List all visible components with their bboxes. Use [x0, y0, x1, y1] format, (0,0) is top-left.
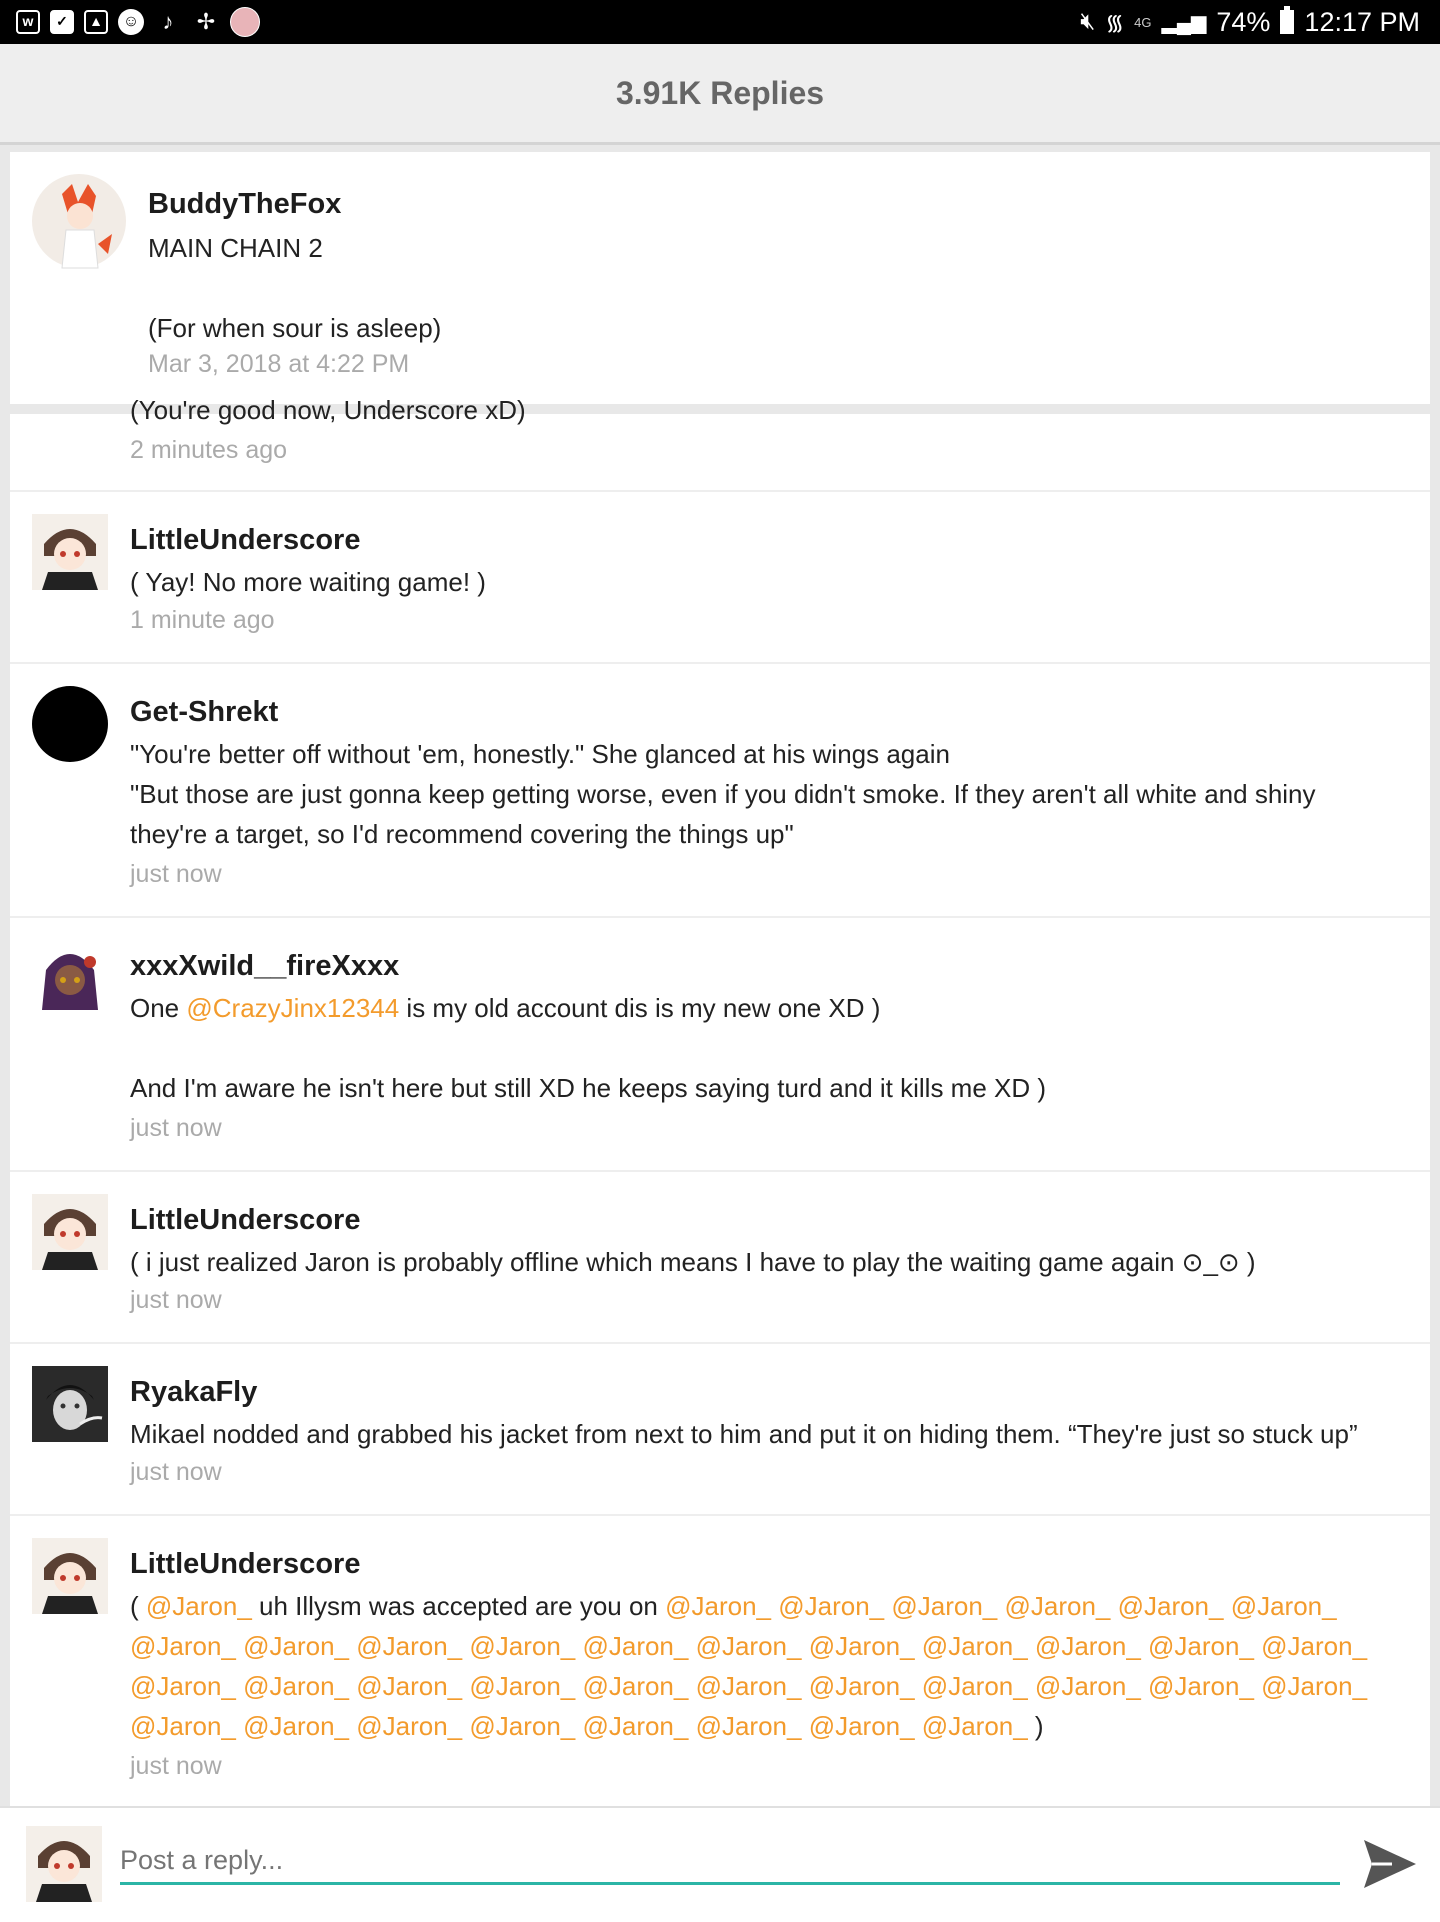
- reply-author[interactable]: LittleUnderscore: [130, 524, 361, 556]
- smiley-notification-icon: ☺: [118, 9, 144, 35]
- reply-text: And I'm aware he isn't here but still XD he keeps saying turd and it kills me XD ): [130, 1073, 1047, 1103]
- avatar-notification-icon: [230, 7, 260, 37]
- send-button[interactable]: [1362, 1838, 1418, 1890]
- clock: 12:17 PM: [1304, 6, 1420, 37]
- reply-text: (You're good now, Underscore xD): [130, 395, 526, 425]
- avatar[interactable]: [32, 174, 126, 268]
- reply-author[interactable]: Get-Shrekt: [130, 696, 279, 728]
- ryaka-avatar-icon: [32, 1366, 108, 1442]
- mention-link[interactable]: @Jaron_ @Jaron_ @Jaron_ @Jaron_ @Jaron_ @Jaron_ @Jaron_ @Jaron_ @Jaron_ @Jaron_ @Jaron_: [130, 1631, 1368, 1661]
- mention-link[interactable]: @CrazyJinx12344: [186, 993, 400, 1023]
- send-icon: [1362, 1838, 1418, 1890]
- mention-link[interactable]: @Jaron_: [145, 1591, 252, 1621]
- signal-icon: ▂▄▆: [1161, 11, 1207, 34]
- wildfire-avatar-icon: [32, 940, 108, 1016]
- reply-text-part: ): [1027, 1711, 1044, 1741]
- underscore-avatar-icon: [32, 1194, 108, 1270]
- list-item: [10, 1172, 1430, 1344]
- post-author[interactable]: BuddyTheFox: [148, 188, 342, 220]
- battery-icon: [1280, 10, 1294, 34]
- reply-timestamp: 1 minute ago: [130, 606, 275, 634]
- status-indicators: [1080, 4, 1420, 40]
- wifi-icon: ᯾: [1105, 10, 1125, 35]
- mention-link[interactable]: @Jaron_ @Jaron_ @Jaron_ @Jaron_ @Jaron_ @Jaron_ @Jaron_ @Jaron_: [130, 1711, 1028, 1741]
- pinwheel-notification-icon: ✢: [196, 9, 216, 34]
- reply-text: [130, 1586, 1337, 1626]
- list-item: [10, 918, 1430, 1172]
- reply-author[interactable]: LittleUnderscore: [130, 1548, 361, 1580]
- reply-timestamp: 2 minutes ago: [130, 436, 288, 464]
- checkbox-notification-icon: ✓: [50, 10, 74, 34]
- list-item: [10, 1344, 1430, 1516]
- app-notification-icon: w: [16, 10, 40, 34]
- reply-timestamp: just now: [130, 1752, 222, 1780]
- reply-timestamp: just now: [130, 860, 222, 888]
- page-title: 3.91K Replies: [615, 74, 825, 111]
- avatar[interactable]: [32, 940, 108, 1016]
- mute-icon: 🔇︎: [1080, 8, 1096, 35]
- image-notification-icon: ▲: [84, 10, 108, 34]
- network-type: 4G: [1134, 14, 1152, 30]
- underscore-avatar-icon: [32, 514, 108, 590]
- reply-text-part: One: [130, 993, 187, 1023]
- list-item: [10, 492, 1430, 664]
- reply-text: ( i just realized Jaron is probably offline which means I have to play the waiting game again ⊙_⊙ ): [130, 1247, 1256, 1277]
- reply-text-part: is my old account dis is my new one XD ): [399, 993, 881, 1023]
- reply-author[interactable]: RyakaFly: [130, 1376, 258, 1408]
- reply-timestamp: just now: [130, 1286, 222, 1314]
- reply-author[interactable]: xxxXwild__fireXxxx: [130, 950, 400, 982]
- avatar[interactable]: [32, 514, 108, 590]
- reply-timestamp: just now: [130, 1458, 222, 1486]
- reply-timestamp: just now: [130, 1114, 222, 1142]
- list-item: [10, 664, 1430, 918]
- main-post: [10, 152, 1430, 404]
- reply-bar: [0, 1806, 1440, 1922]
- post-timestamp: Mar 3, 2018 at 4:22 PM: [148, 350, 410, 378]
- battery-percent: 74%: [1216, 6, 1271, 37]
- avatar[interactable]: [32, 1366, 108, 1442]
- reply-text: [130, 1706, 1044, 1746]
- mention-link[interactable]: @Jaron_ @Jaron_ @Jaron_ @Jaron_ @Jaron_ @Jaron_: [665, 1591, 1337, 1621]
- mention-link[interactable]: @Jaron_ @Jaron_ @Jaron_ @Jaron_ @Jaron_ @Jaron_ @Jaron_ @Jaron_ @Jaron_ @Jaron_ @Jaron_: [130, 1671, 1368, 1701]
- reply-text: [130, 988, 880, 1028]
- avatar[interactable]: [32, 1194, 108, 1270]
- status-bar: [0, 0, 1440, 44]
- post-title: MAIN CHAIN 2: [148, 233, 323, 263]
- avatar[interactable]: [32, 686, 108, 762]
- reply-text: "But those are just gonna keep getting worse, even if you didn't smoke. If they aren't all white and shiny: [130, 779, 1316, 809]
- reply-input[interactable]: [120, 1838, 1340, 1885]
- reply-text-part: uh Illysm was accepted are you on: [251, 1591, 666, 1621]
- page-header: [0, 44, 1440, 145]
- avatar[interactable]: [32, 1538, 108, 1614]
- music-notification-icon: ♪: [162, 9, 174, 34]
- reply-text: "You're better off without 'em, honestly." She glanced at his wings again: [130, 739, 950, 769]
- reply-text: Mikael nodded and grabbed his jacket from next to him and put it on hiding them. “They're just so stuck up”: [130, 1419, 1358, 1449]
- underscore-avatar-icon: [32, 1538, 108, 1614]
- fox-avatar-icon: [32, 174, 126, 268]
- reply-author[interactable]: LittleUnderscore: [130, 1204, 361, 1236]
- reply-text: they're a target, so I'd recommend covering the things up": [130, 819, 794, 849]
- list-item: [10, 1516, 1430, 1806]
- post-body: (For when sour is asleep): [148, 313, 442, 343]
- notification-icons: [16, 7, 260, 37]
- current-user-avatar: [26, 1826, 102, 1902]
- reply-text: ( Yay! No more waiting game! ): [130, 567, 486, 597]
- list-item: [10, 395, 1430, 492]
- reply-text-part: (: [130, 1591, 146, 1621]
- underscore-avatar-icon: [26, 1826, 102, 1902]
